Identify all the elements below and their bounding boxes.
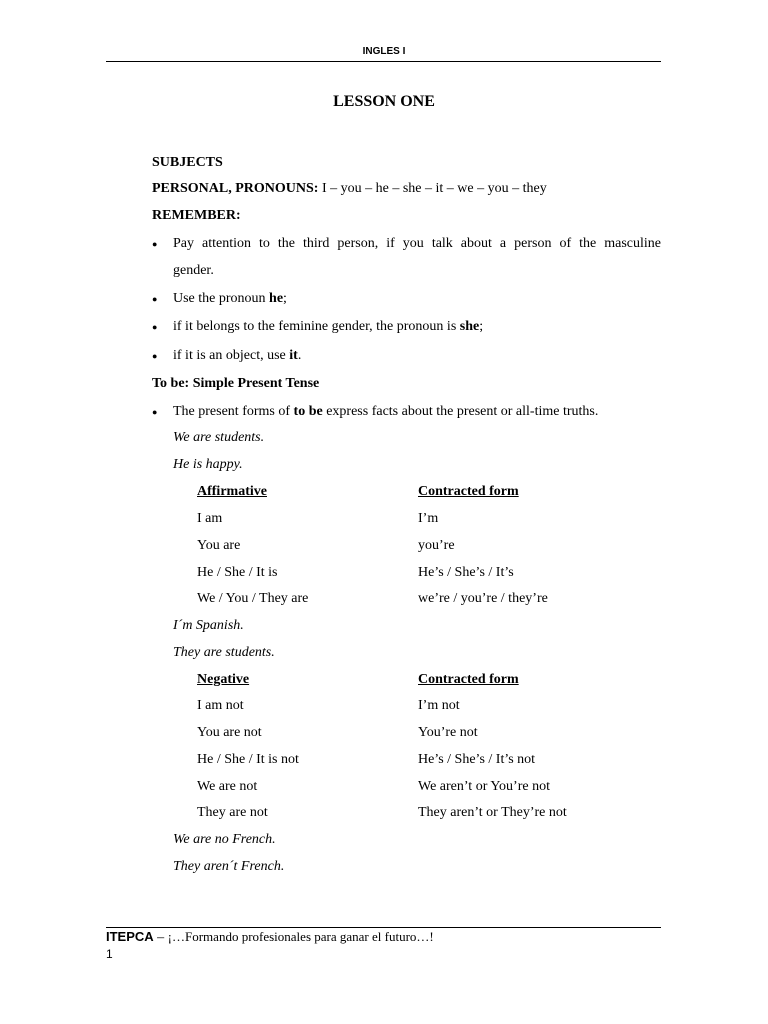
bullet-3-punct: ; (479, 319, 484, 334)
remember-heading: REMEMBER: (152, 208, 241, 223)
present-forms-bullet (173, 404, 598, 420)
bullet-4-text: if it is an object, use (173, 348, 290, 363)
bullet-icon: ● (152, 407, 158, 417)
bullet-icon: ● (152, 351, 158, 361)
present-forms-bold: to be (293, 404, 323, 419)
affirmative-full-form: He / She / It is (197, 565, 278, 580)
negative-contracted-form: They aren’t or They’re not (418, 805, 567, 820)
bullet-2-punct: ; (283, 291, 287, 306)
negative-full-form: We are not (197, 779, 258, 794)
lesson-title: LESSON ONE (333, 93, 435, 110)
bullet-4 (173, 348, 301, 364)
footer-dash: – (153, 930, 168, 945)
bullet-icon: ● (152, 322, 158, 332)
affirmative-contracted-header: Contracted form (418, 484, 519, 499)
affirmative-full-form: We / You / They are (197, 591, 309, 606)
negative-contracted-form: He’s / She’s / It’s not (418, 752, 536, 767)
bullet-1-line-2: gender. (173, 263, 214, 278)
negative-full-form: He / She / It is not (197, 752, 299, 767)
tobe-heading: To be: Simple Present Tense (152, 376, 320, 391)
affirmative-header: Affirmative (197, 484, 267, 499)
bullet-1-line-1: Pay attention to the third person, if you talk about a person of the masculine (173, 236, 661, 251)
affirmative-contracted-form: I’m (418, 511, 439, 526)
negative-contracted-form: You’re not (418, 725, 478, 740)
bullet-2-text: Use the pronoun (173, 291, 270, 306)
negative-full-form: I am not (197, 698, 244, 713)
bullet-4-punct: . (297, 348, 302, 363)
example-sentence: We are students. (173, 430, 265, 445)
example-sentence: I´m Spanish. (173, 618, 244, 633)
negative-full-form: They are not (197, 805, 268, 820)
example-sentence: They are students. (173, 645, 275, 660)
affirmative-full-form: You are (197, 538, 241, 553)
bullet-3 (173, 319, 483, 335)
pronouns-list: I – you – he – she – it – we – you – they (318, 181, 547, 196)
page-number: 1 (106, 947, 113, 961)
subjects-heading: SUBJECTS (152, 155, 223, 170)
footer-brand: ITEPCA (106, 929, 154, 944)
affirmative-contracted-form: He’s / She’s / It’s (418, 565, 514, 580)
present-forms-rest: express facts about the present or all-time truths. (322, 404, 599, 419)
example-sentence: He is happy. (173, 457, 243, 472)
page-header-title: INGLES I (362, 46, 406, 57)
bullet-3-text: if it belongs to the feminine gender, the pronoun is (173, 319, 460, 334)
bullet-4-bold: it (289, 348, 298, 363)
header-rule (106, 61, 661, 62)
present-forms-text: The present forms of (173, 404, 294, 419)
footer-line (106, 929, 434, 946)
affirmative-full-form: I am (197, 511, 223, 526)
bullet-3-bold: she (459, 319, 480, 334)
negative-header: Negative (197, 672, 250, 687)
bullet-icon: ● (152, 294, 158, 304)
negative-contracted-header: Contracted form (418, 672, 519, 687)
example-sentence: They aren´t French. (173, 859, 285, 874)
footer-rule (106, 927, 661, 928)
example-sentence: We are no French. (173, 832, 276, 847)
affirmative-contracted-form: we’re / you’re / they’re (418, 591, 548, 606)
pronouns-label: PERSONAL, PRONOUNS: (152, 181, 319, 196)
bullet-2 (173, 291, 287, 307)
affirmative-contracted-form: you’re (418, 538, 455, 553)
negative-contracted-form: I’m not (418, 698, 460, 713)
negative-full-form: You are not (197, 725, 262, 740)
bullet-icon: ● (152, 239, 158, 249)
footer-slogan: ¡…Formando profesionales para ganar el futuro…! (167, 929, 434, 944)
negative-contracted-form: We aren’t or You’re not (418, 779, 550, 794)
bullet-2-bold: he (269, 291, 284, 306)
pronouns-line (152, 181, 547, 197)
